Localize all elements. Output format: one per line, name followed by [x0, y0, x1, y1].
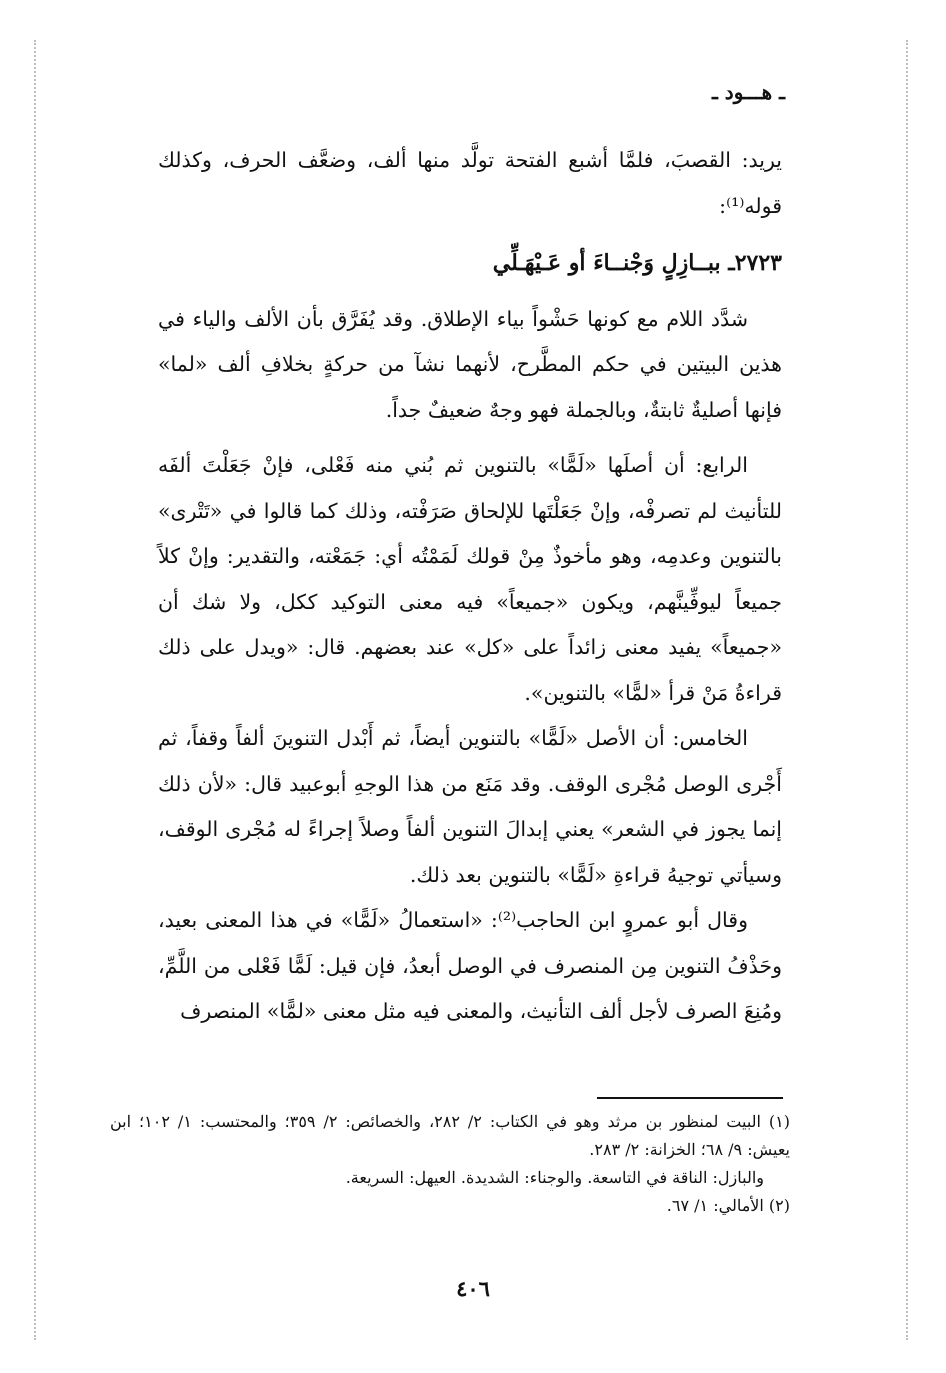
paragraph-intro: يريد: القصبَ، فلمَّا أشبع الفتحة تولَّد منها ألف، وضعَّف الحرف، وكذلك قوله⁽¹⁾: [158, 148, 782, 218]
paragraph-ibn-hajib: وقال أبو عمروٍ ابن الحاجب⁽²⁾: «استعمالُ «لَمًّا» في هذا المعنى بعيد، وحَذْفُ التنوين مِن المنصرف في الوصل أبعدُ، فإن قيل: لَمًّا فَعْلى من اللَّمِّ، ومُنِعَ الصرف لأجل ألف التأنيث، والمعنى فيه مثل معنى «لمًّا» المنصرف [158, 908, 782, 1023]
footnotes [110, 1108, 790, 1220]
footnote-divider [597, 1097, 783, 1099]
paragraph-fifth: الخامس: أن الأصل «لَمًّا» بالتنوين أيضاً، ثم أَبْدل التنوينَ ألفاً وقفاً، ثم أَجْرى الوصل مُجْرى الوقف. وقد مَنَع من هذا الوجهِ أبوعبيد قال: «لأن ذلك إنما يجوز في الشعر» يعني إبدالَ التنوين ألفاً وصلاً إجراءً له مُجْرى الوقف، وسيأتي توجيهُ قراءةِ «لَمًّا» بالتنوين بعد ذلك. [158, 726, 782, 887]
verse-2723: ٢٧٢٣ـ ببــازِلٍ وَجْنــاءَ أو عَـيْهَـلِّي [492, 250, 782, 276]
paragraph-commentary: شدَّد اللام مع كونها حَشْواً بياء الإطلاق. وقد يُفَرَّق بأن الألف والياء في هذين البيتين في حكم المطَّرح، لأنهما نشآ من حركةٍ بخلافِ ألف «لما» فإنها أصليةٌ ثابتةٌ، وبالجملة فهو وجهٌ ضعيفٌ جداً. [158, 306, 782, 422]
scan-dotted-edge-right [906, 40, 908, 1340]
footnote-1-gloss: والبازل: الناقة في التاسعة. والوجناء: الشديدة. العيهل: السريعة. [345, 1168, 764, 1187]
page-number: ٤٠٦ [456, 1276, 490, 1301]
running-header: ـ هـــود ـ [711, 80, 785, 104]
paragraph-fourth: الرابع: أن أصلَها «لَمًّا» بالتنوين ثم بُني منه فَعْلى، فإنْ جَعَلْتَ ألفَه للتأنيث لم تصرفْه، وإنْ جَعَلْتَها للإلحاق صَرَفْته، وذلك كما قالوا في «تَتْرى» بالتنوين وعدمِه، وهو مأخوذٌ مِنْ قولك لَمَمْتُه أي: جَمَعْته، والتقدير: وإنْ كلاً جميعاً ليوفِّينَّهم، ويكون «جميعاً» فيه معنى التوكيد ككل، ولا شك أن «جميعاً» يفيد معنى زائداً على «كل» عند بعضهم. قال: «ويدل على ذلك قراءةُ مَنْ قرأ «لمًّا» بالتنوين». [158, 453, 782, 705]
scan-dotted-edge-left [34, 40, 36, 1340]
footnote-2: (٢) الأمالي: ١/ ٦٧. [666, 1196, 790, 1215]
footnote-1: (١) البيت لمنظور بن مرثد وهو في الكتاب: ٢/ ٢٨٢، والخصائص: ٢/ ٣٥٩؛ والمحتسب: ١/ ١٠٢؛ ابن يعيش: ٩/ ٦٨؛ الخزانة: ٢/ ٢٨٣. [110, 1112, 791, 1159]
main-text [158, 138, 782, 1035]
